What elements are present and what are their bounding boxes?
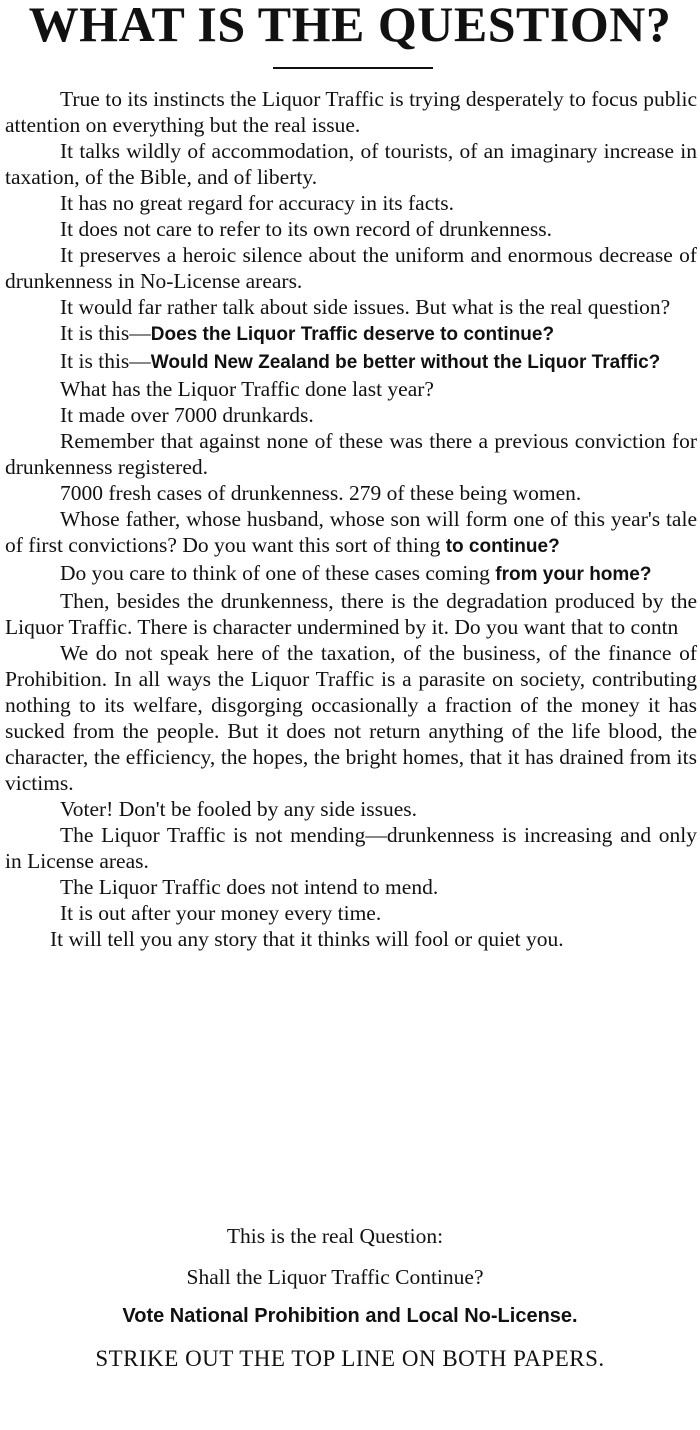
- paragraph: [5, 320, 697, 348]
- paragraph-text: Remember that against none of these was there a previous conviction for drunkenness registered.: [5, 429, 697, 479]
- paragraph-text: 7000 fresh cases of drunkenness. 279 of these being women.: [60, 481, 582, 505]
- paragraph-text: What has the Liquor Traffic done last year?: [60, 377, 434, 401]
- paragraph: [5, 926, 697, 952]
- emphasis-text: to continue?: [445, 536, 560, 557]
- paragraph-text: It made over 7000 drunkards.: [60, 403, 314, 427]
- paragraph-text: The Liquor Traffic does not intend to mend.: [60, 875, 439, 899]
- paragraph: [5, 900, 697, 926]
- headline: WHAT IS THE QUESTION?: [28, 0, 672, 52]
- paragraph-text: True to its instincts the Liquor Traffic is trying desperately to focus public attention on everything but the real issue.: [5, 87, 697, 137]
- divider-rule: [273, 67, 433, 69]
- paragraph-text: It is this—: [60, 349, 151, 373]
- paragraph-text: It does not care to refer to its own record of drunkenness.: [60, 217, 552, 241]
- paragraph-text: Then, besides the drunkenness, there is the degradation produced by the Liquor Traffic. There is character undermined by it. Do you want that to contn: [5, 589, 697, 639]
- paragraph-text: Voter! Don't be fooled by any side issues.: [60, 797, 417, 821]
- real-question: Shall the Liquor Traffic Continue?: [186, 1265, 484, 1289]
- paragraph-text: The Liquor Traffic is not mending—drunkenness is increasing and only in License areas.: [5, 823, 697, 873]
- emphasis-text: from your home?: [495, 564, 652, 585]
- paragraph-text: We do not speak here of the taxation, of the business, of the finance of Prohibition. In all ways the Liquor Traffic is a parasite on society, contributing nothing to its welfare, disgorging occasionally a fraction of the money it has sucked from the people. But it does not return anything of the life blood, the character, the efficiency, the hopes, the bright homes, that it has drained from its victims.: [5, 641, 697, 795]
- paragraph: [5, 822, 697, 874]
- paragraph-text: It is this—: [60, 321, 151, 345]
- paragraph: [5, 242, 697, 294]
- paragraph-text: It would far rather talk about side issues. But what is the real question?: [60, 295, 671, 319]
- paragraph: [5, 428, 697, 480]
- paragraph: [5, 796, 697, 822]
- paragraph: [5, 376, 697, 402]
- paragraph: [5, 588, 697, 640]
- paragraph-text: It is out after your money every time.: [60, 901, 382, 925]
- question-intro: This is the real Question:: [226, 1224, 444, 1248]
- paragraph: [5, 874, 697, 900]
- paragraph-text: It has no great regard for accuracy in its facts.: [60, 191, 454, 215]
- paragraph: [5, 402, 697, 428]
- paragraph-text: Do you care to think of one of these cases coming: [60, 561, 496, 585]
- paragraph-text: It talks wildly of accommodation, of tourists, of an imaginary increase in taxation, of the Bible, and of liberty.: [5, 139, 697, 189]
- paragraph: [5, 294, 697, 320]
- paragraph: [5, 190, 697, 216]
- paragraph: [5, 348, 697, 376]
- emphasis-text: Would New Zealand be better without the Liquor Traffic?: [150, 352, 661, 373]
- paragraph: [5, 216, 697, 242]
- paragraph: [5, 506, 697, 560]
- paragraph: [5, 640, 697, 796]
- paragraph: [5, 86, 697, 138]
- paragraph: [5, 138, 697, 190]
- paragraph-text: It preserves a heroic silence about the uniform and enormous decrease of drunkenness in No-License arears.: [5, 243, 697, 293]
- paragraph: [5, 480, 697, 506]
- paragraph-text: Whose father, whose husband, whose son will form one of this year's tale of first convictions? Do you want this sort of thing: [5, 507, 697, 557]
- vote-slogan: Vote National Prohibition and Local No-License.: [122, 1305, 578, 1327]
- paragraph: [5, 560, 697, 588]
- ballot-instruction: STRIKE OUT THE TOP LINE ON BOTH PAPERS.: [95, 1346, 605, 1371]
- emphasis-text: Does the Liquor Traffic deserve to continue?: [150, 324, 555, 345]
- paragraph-text: It will tell you any story that it thinks will fool or quiet you.: [50, 927, 564, 951]
- article-body: [5, 86, 697, 952]
